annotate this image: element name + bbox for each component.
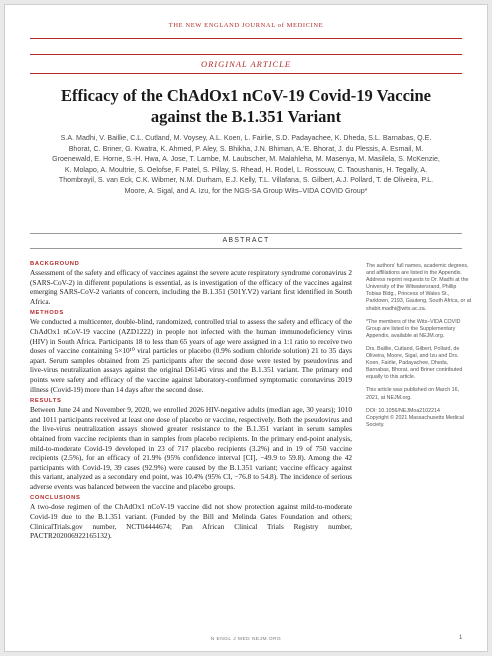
section-text-results: Between June 24 and November 9, 2020, we enrolled 2026 HIV-negative adults (median age, 30 years); 1010 and 1011 participants received at least one dose of placebo or vaccine, respectively. Both the pseudovirus and the live-virus neutralization assays showed greater resistance to the B.1.351 variant in serum samples obtained from vaccine recipients than in samples from placebo recipients. In the primary end-point analysis, mild-to-moderate Covid-19 developed in 23 of 717 placebo recipients (3.2%) and in 19 of 750 vaccine recipients (2.5%), for an efficacy of 21.9% (95% confidence interval [CI], −49.9 to 59.8). Among the 42 participants with Covid-19, 39 cases (92.9%) were caused by the B.1.351 variant; vaccine efficacy against this variant, analyzed as a secondary end point, was 10.4% (95% CI, −76.8 to 54.8). The incidence of serious adverse events was balanced between the vaccine and placebo groups. — [30, 405, 352, 491]
section-text-conclusions: A two-dose regimen of the ChAdOx1 nCoV-19 vaccine did not show protection against mild-to-moderate Covid-19 due to the B.1.351 variant. (Funded by the Bill and Melinda Gates Foundation and others; ClinicalTrials.gov number, NCT04444674; Pan African Clinical Trials Registry number, PACTR202006922165132). — [30, 502, 352, 541]
section-heading-background: BACKGROUND — [30, 261, 80, 267]
article-title: Efficacy of the ChAdOx1 nCoV-19 Covid-19 Vaccine against the B.1.351 Variant — [60, 86, 432, 126]
article-page — [4, 4, 488, 652]
abstract-label: ABSTRACT — [222, 237, 270, 244]
abstract-body — [30, 257, 352, 543]
page-footer: N ENGL J MED NEJM.ORG — [210, 637, 282, 642]
sidebar-notes — [366, 263, 472, 435]
header-rule — [30, 38, 462, 39]
journal-name: THE NEW ENGLAND JOURNAL of MEDICINE — [168, 22, 324, 29]
abstract-bar — [30, 233, 462, 249]
section-heading-results: RESULTS — [30, 398, 62, 405]
author-list: S.A. Madhi, V. Baillie, C.L. Cutland, M. Voysey, A.L. Koen, L. Fairlie, S.D. Padayachee, K. Dheda, S.L. Barnabas, Q.E. Bhorat, C. Briner, G. Kwatra, K. Ahmed, P. Aley, S. Bhikha, J.N. Bhiman, A.’E. Bhorat, J. du Plessis, A. Esmail, M. Groenewald, E. Horne, S.-H. Hwa, A. Jose, T. Lambe, M. Laubscher, M. Malahleha, M. Masenya, M. Masilela, S. McKenzie, K. Molapo, A. Moultrie, S. Oelofse, F. Patel, S. Pillay, S. Rhead, H. Rodel, L. Rossouw, C. Taoushanis, H. Tegally, A. Thombrayil, S. van Eck, C.K. Wibmer, N.M. Durham, E.J. Kelly, T.L. Villafana, S. Gilbert, A.J. Pollard, T. de Oliveira, P.L. Moore, A. Sigal, and A. Izu, for the NGS-SA Group Wits–VIDA COVID Group* — [52, 134, 440, 195]
section-heading-conclusions: CONCLUSIONS — [30, 495, 81, 502]
article-type-rule-bottom — [30, 73, 462, 74]
section-text-methods: We conducted a multicenter, double-blind, randomized, controlled trial to assess the safety and efficacy of the ChAdOx1 nCoV-19 vaccine (AZD1222) in people not infected with the human immunodeficiency virus (HIV) in South Africa. Participants 18 to less than 65 years of age were assigned in a 1:1 ratio to receive two doses of vaccine containing 5×10¹⁰ viral particles or placebo (0.9% sodium chloride solution) 21 to 35 days apart. Serum samples obtained from 25 participants after the second dose were tested by pseudovirus and live-virus neutralization assays against the original D614G virus and the B.1.351 variant. The primary end points were safety and efficacy of the vaccine against laboratory-confirmed symptomatic coronavirus 2019 illness (Covid-19) more than 14 days after the second dose. — [30, 317, 352, 394]
sidebar-note-affiliations: The authors’ full names, academic degrees, and affiliations are listed in the Appendix. Address reprint requests to Dr. Madhi at the University of the Witwatersrand, Phillip Tobias Bldg., Princess of Wales St., Parktown, 2193, Gauteng, South Africa, or at shabir.madhi@wits.ac.za. — [366, 263, 472, 312]
sidebar-note-contributors: Drs. Baillie, Cutland, Gilbert, Pollard, de Oliveira, Moore, Sigal, and Izu and Drs. Koen, Fairlie, Padayachee, Dheda, Barnabas, Bhorat, and Briner contributed equally to this article. — [366, 345, 463, 381]
section-heading-methods: METHODS — [30, 310, 64, 317]
article-type-rule-top — [30, 54, 462, 55]
page-number: 1 — [459, 635, 463, 641]
sidebar-note-doi: DOI: 10.1056/NEJMoa2102214 Copyright © 2021 Massachusetts Medical Society. — [366, 407, 464, 428]
section-text-background: Assessment of the safety and efficacy of vaccines against the severe acute respiratory syndrome coronavirus 2 (SARS-CoV-2) in different populations is essential, as is investigation of the efficacy of the vaccines against emerging SARS-CoV-2 variants of concern, including the B.1.351 (501Y.V2) variant first identified in South Africa. — [30, 268, 352, 306]
sidebar-note-group: *The members of the Wits–VIDA COVID Group are listed in the Supplementary Appendix, available at NEJM.org. — [366, 318, 461, 339]
article-type: ORIGINAL ARTICLE — [200, 59, 292, 69]
sidebar-note-published: This article was published on March 16, 2021, at NEJM.org. — [366, 387, 460, 401]
